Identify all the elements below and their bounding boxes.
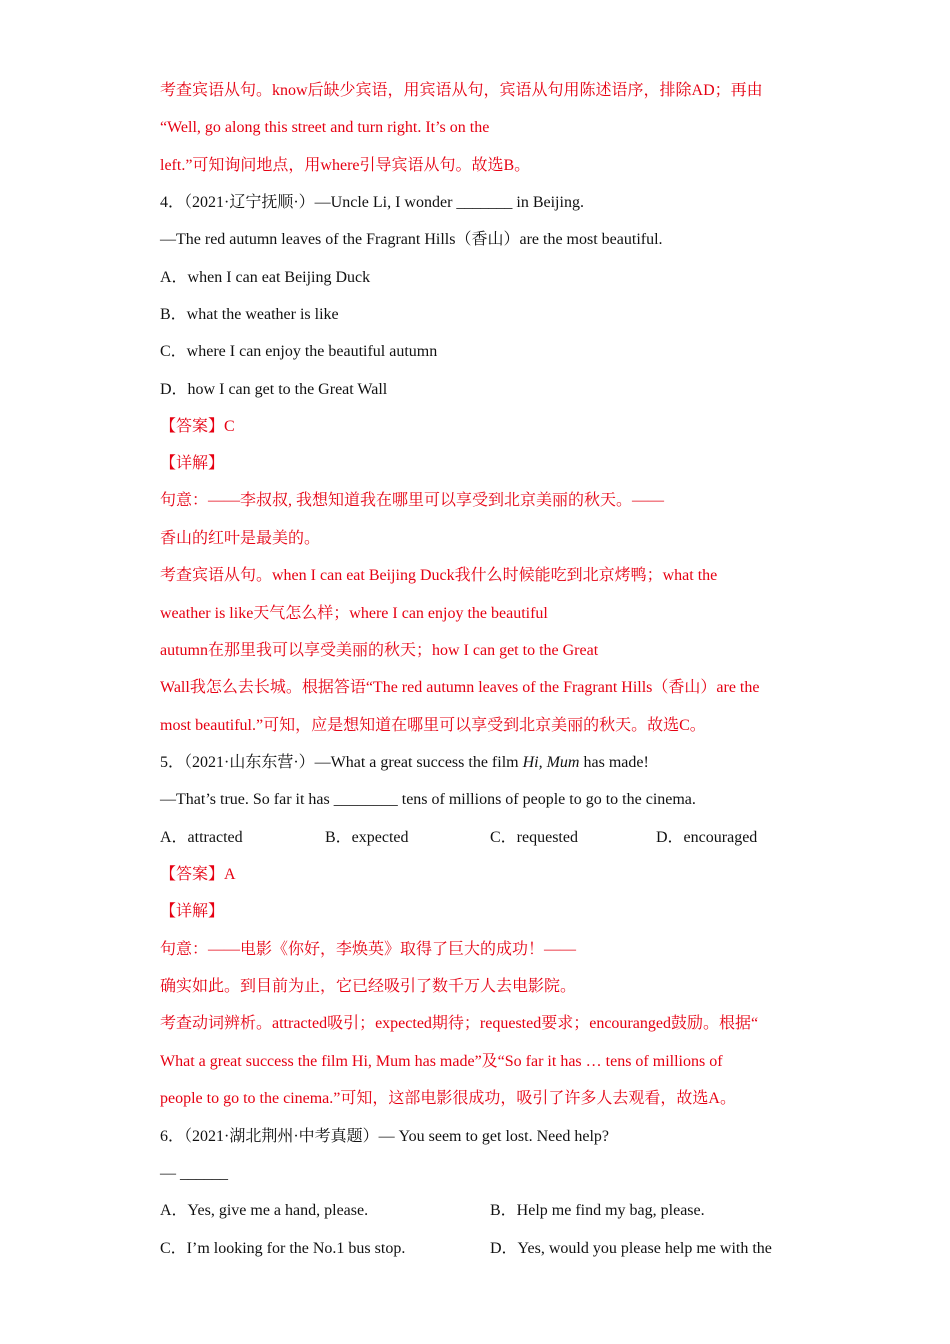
q5-detail-label: 【详解】 [160,903,225,920]
q6-option-d: D．Yes, would you please help me with the [490,1240,772,1257]
q5-explanation-line: 句意：——电影《你好，李焕英》取得了巨大的成功！—— [160,941,577,958]
q4-option-b: B．what the weather is like [160,306,339,323]
q5-stem-text-end: has made! [579,754,649,771]
q4-stem: 4．（2021·辽宁抚顺·）—Uncle Li, I wonder _______ in Beijing. [160,194,584,211]
q4-detail-label: 【详解】 [160,455,225,472]
q5-explanation-line: What a great success the film Hi, Mum has made”及“So far it has … tens of millions of [160,1053,723,1070]
q4-explanation-line: Wall我怎么去长城。根据答语“The red autumn leaves of the Fragrant Hills（香山）are the [160,679,760,696]
q3-explanation-line: left.”可知询问地点，用where引导宾语从句。故选B。 [160,157,531,174]
q4-explanation-line: most beautiful.”可知，应是想知道在哪里可以享受到北京美丽的秋天。故选C。 [160,717,706,734]
q5-option-a: A．attracted [160,829,243,846]
q5-explanation-line: 考查动词辨析。attracted吸引；expected期待；requested要求；encouranged鼓励。根据“ [160,1015,759,1032]
q6-response-blank: — ______ [160,1165,228,1182]
q6-stem: 6．（2021·湖北荆州·中考真题）— You seem to get lost. Need help? [160,1128,610,1145]
q4-explanation-line: autumn在那里我可以享受美丽的秋天；how I can get to the Great [160,642,599,659]
q5-explanation-line: 确实如此。到目前为止，它已经吸引了数千万人去电影院。 [160,978,577,995]
q4-option-d: D．how I can get to the Great Wall [160,381,388,398]
q5-stem [160,752,649,774]
q5-explanation-line: people to go to the cinema.”可知，这部电影很成功，吸引了许多人去观看，故选A。 [160,1090,736,1107]
q5-option-b: B．expected [325,829,409,846]
q4-answer: 【答案】C [160,418,235,435]
q5-film-title: Hi, Mum [522,754,580,771]
q4-response: —The red autumn leaves of the Fragrant Hills（香山）are the most beautiful. [160,231,663,248]
q5-stem-text: 5．（2021·山东东营·）—What a great success the film [160,754,523,771]
q5-answer: 【答案】A [160,866,236,883]
q6-option-c: C．I’m looking for the No.1 bus stop. [160,1240,406,1257]
q4-option-a: A．when I can eat Beijing Duck [160,269,371,286]
q3-explanation-line: “Well, go along this street and turn right. It’s on the [160,119,490,136]
q6-option-a: A．Yes, give me a hand, please. [160,1202,369,1219]
q5-option-c: C．requested [490,829,578,846]
q6-option-b: B．Help me find my bag, please. [490,1202,705,1219]
q4-explanation-line: weather is like天气怎么样；where I can enjoy the beautiful [160,605,548,622]
q4-explanation-line: 考查宾语从句。when I can eat Beijing Duck我什么时候能吃到北京烤鸭；what the [160,567,718,584]
q5-response: —That’s true. So far it has ________ tens of millions of people to go to the cinema. [160,791,696,808]
q4-option-c: C．where I can enjoy the beautiful autumn [160,343,438,360]
q5-option-d: D．encouraged [656,829,758,846]
q4-explanation-line: 句意：——李叔叔, 我想知道我在哪里可以享受到北京美丽的秋天。—— [160,492,665,509]
q4-explanation-line: 香山的红叶是最美的。 [160,530,321,547]
q3-explanation-line: 考查宾语从句。know后缺少宾语，用宾语从句，宾语从句用陈述语序，排除AD；再由 [160,82,763,99]
